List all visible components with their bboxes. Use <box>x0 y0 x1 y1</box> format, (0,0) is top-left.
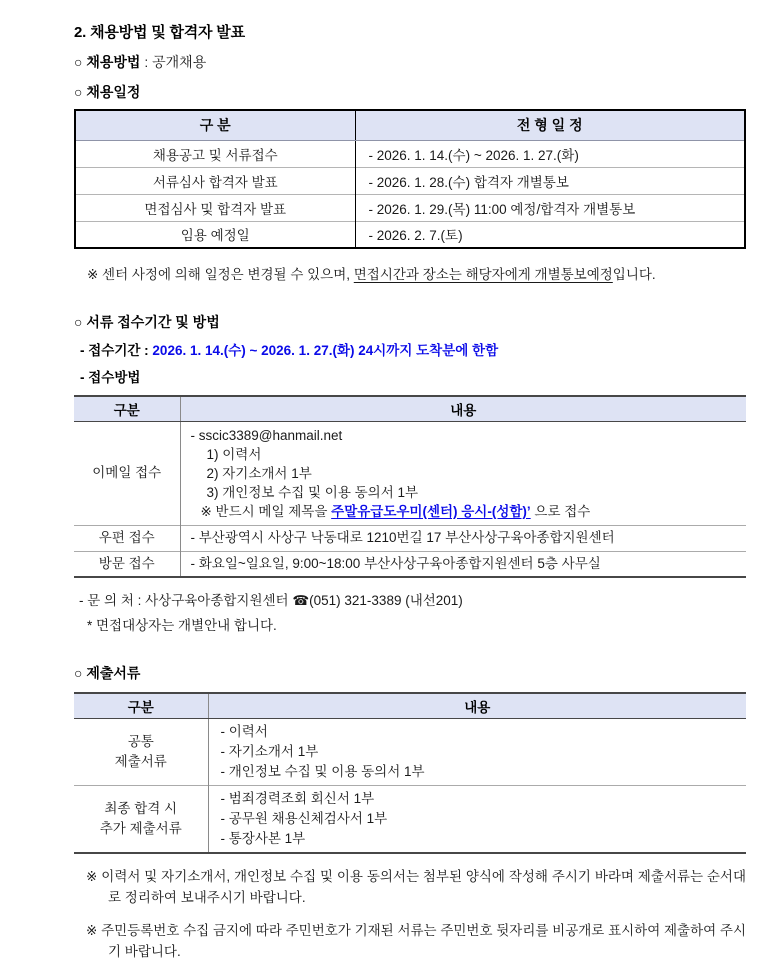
table-header-row <box>74 396 746 421</box>
schedule-row-category: 임용 예정일 <box>75 221 355 248</box>
table-header-row <box>74 693 746 718</box>
docs-table <box>74 692 746 854</box>
table-header-row <box>75 110 745 140</box>
apply-visit-category: 방문 접수 <box>74 551 180 577</box>
schedule-col-category: 구 분 <box>75 110 355 140</box>
docs-section-heading: ○ 제출서류 <box>74 665 141 681</box>
apply-col-category: 구분 <box>74 396 180 421</box>
schedule-table <box>74 109 746 249</box>
apply-period-line <box>80 339 746 359</box>
email-item-line: 2) 자기소개서 1부 <box>206 465 312 481</box>
apply-email-content <box>180 421 746 525</box>
doc-item: - 개인정보 수집 및 이용 동의서 1부 <box>220 763 425 779</box>
recruit-method-label: ○ 채용방법 <box>74 54 141 70</box>
recruit-method-value: : 공개채용 <box>144 54 207 70</box>
recruit-method-line <box>74 52 746 72</box>
email-item-line: 1) 이력서 <box>206 446 262 462</box>
table-row <box>75 194 745 221</box>
note-prefix: ※ 센터 사정에 의해 일정은 변경될 수 있으며, <box>87 267 354 282</box>
apply-post-category: 우편 접수 <box>74 525 180 551</box>
schedule-row-value: - 2026. 2. 7.(토) <box>355 221 745 248</box>
apply-section-heading: ○ 서류 접수기간 및 방법 <box>74 314 220 330</box>
email-subject-note: ※ 반드시 메일 제목을 주말유급도우미(센터) 응시-(성함)’ 으로 접수 <box>200 503 591 519</box>
apply-col-content: 내용 <box>180 396 746 421</box>
schedule-row-category: 채용공고 및 서류접수 <box>152 147 278 163</box>
docs-col-content: 내용 <box>208 693 746 718</box>
docs-col-category: 구분 <box>74 693 208 718</box>
apply-post-content: - 부산광역시 사상구 낙동대로 1210번길 17 부산사상구육아종합지원센터 <box>180 525 746 551</box>
apply-period-label: - 접수기간 : <box>80 343 153 358</box>
table-row <box>74 551 746 577</box>
schedule-row-category: 서류심사 합격자 발표 <box>75 167 355 194</box>
footnote-forms: ※ 이력서 및 자기소개서, 개인정보 수집 및 이용 동의서는 첨부된 양식에 작성해 주시기 바라며 제출서류는 순서대로 정리하여 보내주시기 바랍니다. <box>86 868 746 905</box>
page-title: 2. 채용방법 및 합격자 발표 <box>74 24 245 41</box>
table-row <box>74 718 746 785</box>
table-row <box>74 421 746 525</box>
email-subject-format: 주말유급도우미(센터) 응시-(성함)’ <box>331 503 531 519</box>
docs-final-content <box>208 785 746 853</box>
inquiry-line: - 문 의 처 : 사상구육아종합지원센터 ☎(051) 321-3389 (내선201) <box>79 593 463 608</box>
schedule-row-value: - 2026. 1. 28.(수) 합격자 개별통보 <box>355 167 745 194</box>
apply-table <box>74 395 746 578</box>
note-underlined-text: 면접시간과 장소는 해당자에게 개별통보예정 <box>353 267 613 282</box>
table-row <box>75 167 745 194</box>
apply-period-value: 2026. 1. 14.(수) ~ 2026. 1. 27.(화) 24시까지 도착분에 한함 <box>152 343 499 358</box>
email-item-line: 3) 개인정보 수집 및 이용 동의서 1부 <box>206 484 419 500</box>
doc-item: - 통장사본 1부 <box>220 830 306 846</box>
schedule-row-category: 면접심사 및 합격자 발표 <box>75 194 355 221</box>
schedule-row-value: - 2026. 1. 29.(목) 11:00 예정/합격자 개별통보 <box>355 194 745 221</box>
interview-note-line: * 면접대상자는 개별안내 합니다. <box>87 618 277 633</box>
schedule-row-value: - 2026. 1. 14.(수) ~ 2026. 1. 27.(화) <box>355 140 745 167</box>
email-address-line: - sscic3389@hanmail.net <box>190 427 343 443</box>
doc-item: - 공무원 채용신체검사서 1부 <box>220 810 388 826</box>
table-row <box>75 221 745 248</box>
apply-visit-content: - 화요일~일요일, 9:00~18:00 부산사상구육아종합지원센터 5층 사무실 <box>180 551 746 577</box>
docs-final-category: 최종 합격 시 추가 제출서류 <box>74 785 208 853</box>
table-row <box>74 525 746 551</box>
apply-method-line: - 접수방법 <box>80 370 141 385</box>
table-row <box>74 785 746 853</box>
doc-item: - 자기소개서 1부 <box>220 743 319 759</box>
footnote-privacy: ※ 주민등록번호 수집 금지에 따라 주민번호가 기재된 서류는 주민번호 뒷자리를 비공개로 표시하여 제출하여 주시기 바랍니다. <box>86 922 746 959</box>
docs-common-content <box>208 718 746 785</box>
note-suffix: 입니다. <box>612 267 656 282</box>
schedule-change-note <box>87 263 746 283</box>
schedule-col-schedule: 전 형 일 정 <box>355 110 745 140</box>
table-row <box>75 140 745 167</box>
apply-email-category: 이메일 접수 <box>92 465 162 480</box>
doc-item: - 범죄경력조회 회신서 1부 <box>220 790 375 806</box>
schedule-heading: ○ 채용일정 <box>74 84 141 100</box>
docs-common-category: 공통 제출서류 <box>114 733 167 769</box>
doc-item: - 이력서 <box>220 723 268 739</box>
